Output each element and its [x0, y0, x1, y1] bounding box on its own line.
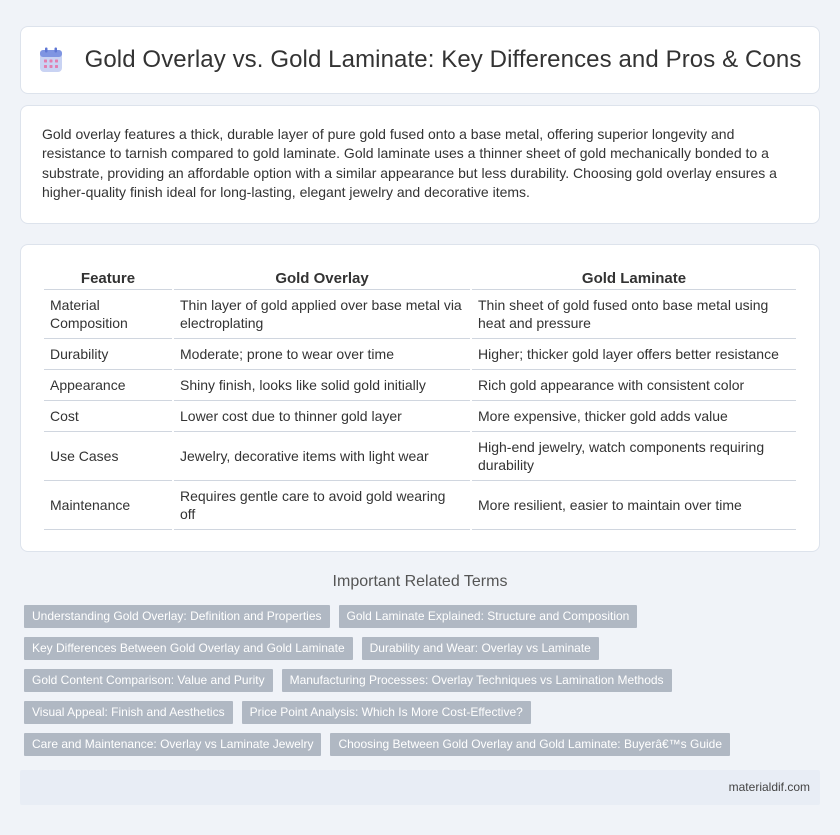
table-cell: Durability: [44, 339, 172, 370]
table-row: [44, 432, 796, 481]
header-card: [20, 26, 820, 94]
related-term-tag[interactable]: Understanding Gold Overlay: Definition and Properties: [24, 605, 330, 628]
related-term-tag[interactable]: Visual Appeal: Finish and Aesthetics: [24, 701, 233, 724]
table-cell: Appearance: [44, 370, 172, 401]
table-row: [44, 339, 796, 370]
intro-text: Gold overlay features a thick, durable layer of pure gold fused onto a base metal, offering superior longevity and resistance to tarnish compared to gold laminate. Gold laminate uses a thinner sheet of gold mechanically bonded to a substrate, providing an affordable option with a similar appearance but less durability. Choosing gold overlay ensures a higher-quality finish ideal for long-lasting, elegant jewelry and decorative items.: [42, 126, 777, 201]
table-cell: Thin layer of gold applied over base metal via electroplating: [174, 290, 470, 339]
footer-site-link[interactable]: materialdif.com: [728, 780, 810, 794]
related-term-tag[interactable]: Price Point Analysis: Which Is More Cost-Effective?: [242, 701, 531, 724]
table-cell: Jewelry, decorative items with light wear: [174, 432, 470, 481]
related-term-tag[interactable]: Manufacturing Processes: Overlay Techniques vs Lamination Methods: [282, 669, 672, 692]
table-cell: Requires gentle care to avoid gold wearing off: [174, 481, 470, 530]
column-header-gold-overlay: Gold Overlay: [174, 265, 470, 290]
table-cell: Moderate; prone to wear over time: [174, 339, 470, 370]
table-cell: High-end jewelry, watch components requiring durability: [472, 432, 796, 481]
table-cell: Lower cost due to thinner gold layer: [174, 401, 470, 432]
table-cell: Maintenance: [44, 481, 172, 530]
related-term-tag[interactable]: Choosing Between Gold Overlay and Gold Laminate: Buyerâ€™s Guide: [330, 733, 730, 756]
table-cell: Thin sheet of gold fused onto base metal using heat and pressure: [472, 290, 796, 339]
related-term-tag[interactable]: Key Differences Between Gold Overlay and Gold Laminate: [24, 637, 353, 660]
table-row: [44, 290, 796, 339]
related-term-tag[interactable]: Gold Content Comparison: Value and Purity: [24, 669, 273, 692]
related-term-tag[interactable]: Gold Laminate Explained: Structure and Composition: [339, 605, 638, 628]
comparison-table-card: [20, 244, 820, 552]
table-row: [44, 401, 796, 432]
related-terms-list: [24, 605, 820, 756]
calendar-icon: [39, 47, 63, 73]
comparison-table: [42, 265, 798, 530]
column-header-gold-laminate: Gold Laminate: [472, 265, 796, 290]
footer: [20, 770, 820, 805]
table-cell: Material Composition: [44, 290, 172, 339]
table-cell: Cost: [44, 401, 172, 432]
table-cell: Higher; thicker gold layer offers better resistance: [472, 339, 796, 370]
related-term-tag[interactable]: Care and Maintenance: Overlay vs Laminate Jewelry: [24, 733, 321, 756]
table-header-row: [44, 265, 796, 290]
title-row: [21, 27, 819, 93]
table-cell: More expensive, thicker gold adds value: [472, 401, 796, 432]
table-row: [44, 481, 796, 530]
page-title: Gold Overlay vs. Gold Laminate: Key Differences and Pros & Cons: [84, 46, 802, 73]
column-header-feature: Feature: [44, 265, 172, 290]
table-cell: Rich gold appearance with consistent color: [472, 370, 796, 401]
table-cell: Shiny finish, looks like solid gold initially: [174, 370, 470, 401]
related-term-tag[interactable]: Durability and Wear: Overlay vs Laminate: [362, 637, 599, 660]
table-cell: More resilient, easier to maintain over time: [472, 481, 796, 530]
related-terms-title: Important Related Terms: [332, 573, 508, 590]
table-cell: Use Cases: [44, 432, 172, 481]
intro-card: [20, 105, 820, 224]
table-row: [44, 370, 796, 401]
